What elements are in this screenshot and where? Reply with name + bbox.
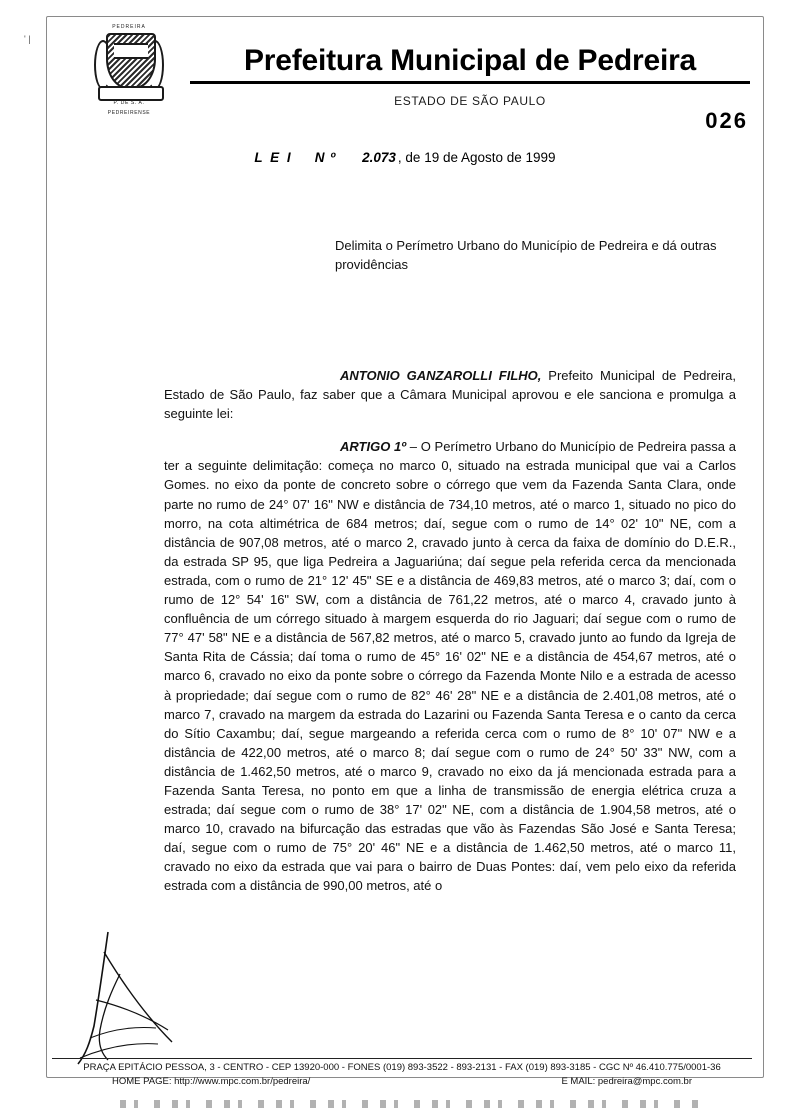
article-text: – O Perímetro Urbano do Município de Pedreira passa a ter a seguinte delimitação: começa no marco 0, situado na estrada municipal que vai a Carlos Gomes. no eixo da ponte de concreto sobre o córrego que vem da Fazenda Santa Clara, onde parte no rumo de 24° 07' 16" NW e distância de 734,10 metros, até o marco 1, situado no pico do morro, na cota altimétrica de 684 metros; daí, segue com o rumo de 14° 02' 10" NE, com a distância de 907,08 metros, até o marco 2, cravado junto à cerca da faixa de domínio do D.E.R., da estrada SP 95, que liga Pedreira a Jaguariúna; daí segue pela referida cerca da mencionada estrada, com o rumo de 21° 12' 45" SE e a distância de 469,83 metros, até o marco 3; daí, com o rumo de 12° 54' 16" SW, com a distância de 761,22 metros, até o marco 4, cravado junto à confluência de um córrego situado à margem esquerda do rio Jaguari; daí segue com o rumo de 77° 47' 58" NE e a distância de 567,82 metros, até o marco 5, cravado junto ao fundo da Igreja de Santa Rita de Cássia; daí toma o rumo de 45° 16' 02" NE e a distância de 454,67 metros, até o marco 6, cravado no eixo da ponte sobre o córrego da Fazenda Monte Nilo e a estrada de acesso à propriedade; daí segue com o rumo de 82° 46' 28" NE e a distância de 2.401,08 metros, até o marco 7, cravado na margem da estrada do Lazarini ou Fazenda Santa Teresa e o canto da cerca do Sítio Caxambu; daí, segue margeando a referida cerca com o rumo de 8° 10' 07" NW e a distância de 422,00 metros, até o marco 8; daí segue com o rumo de 24° 50' 33" NW, com a distância de 1.462,50 metros, até o marco 9, cravado no eixo da já mencionada estrada para a Fazenda Santa Teresa, no ponto em que a linha de transmissão de energia elétrica cruza a estrada; daí segue com o rumo de 38° 17' 02" NE, com a distância de 1.904,58 metros, até o marco 10, cravado na bifurcação das estradas que vão às Fazendas São José e Santa Teresa; daí, segue com o rumo de 75° 20' 46" NE e a distância de 1.462,50 metros, até o marco 11, cravado no eixo da estrada que vai para o bairro de Duas Pontes: daí, vem pelo eixo da referida estrada com a distância de 990,00 metros, até o: [164, 439, 736, 894]
preamble-paragraph: [164, 366, 736, 423]
crest-bottom-label: P. DE S. A.: [113, 100, 145, 106]
footer-address: PRAÇA EPITÁCIO PESSOA, 3 - CENTRO - CEP 13920-000 - FONES (019) 893-3522 - 893-2131 - FAX (019) 893-3185 - CGC Nº 46.410.775/0001-36: [83, 1062, 721, 1073]
crest-sub-label: PEDREIRENSE: [107, 110, 151, 116]
document-header: [60, 22, 750, 132]
law-number-label: N º: [314, 150, 337, 165]
page-number: 026: [705, 108, 748, 133]
footer-homepage: HOME PAGE: http://www.mpc.com.br/pedreira/: [112, 1076, 311, 1087]
footer-divider: [52, 1058, 752, 1059]
footer-email: E MAIL: pedreira@mpc.com.br: [561, 1076, 692, 1087]
coat-of-arms-icon: [90, 24, 168, 136]
crest-ribbon: [98, 86, 164, 101]
article-1-paragraph: [164, 437, 736, 895]
crest-top-label: PEDREIRA: [112, 24, 146, 30]
preamble-text: Prefeito Municipal de Pedreira, Estado de São Paulo, faz saber que a Câmara Municipal aprovou e ele sanciona e promulga a seguinte lei:: [164, 368, 736, 422]
law-number: 2.073: [362, 150, 396, 165]
law-heading: [60, 150, 750, 165]
document-body: [164, 366, 736, 910]
mayor-name: ANTONIO GANZAROLLI FILHO,: [340, 368, 542, 383]
article-label: ARTIGO 1º: [340, 439, 407, 455]
law-word: L E I: [254, 150, 293, 165]
document-footer: [52, 1058, 752, 1087]
page-title: Prefeitura Municipal de Pedreira: [190, 44, 750, 84]
law-date: , de 19 de Agosto de 1999: [397, 150, 556, 165]
footer-contact-row: [52, 1076, 752, 1087]
law-summary: Delimita o Perímetro Urbano do Município de Pedreira e dá outras providências: [335, 238, 717, 272]
crest-shield: [106, 33, 156, 89]
scan-artifact-bottom: [120, 1100, 700, 1108]
scan-artifact-corner: ' |: [24, 34, 31, 44]
page-subtitle: ESTADO DE SÃO PAULO: [394, 94, 546, 108]
